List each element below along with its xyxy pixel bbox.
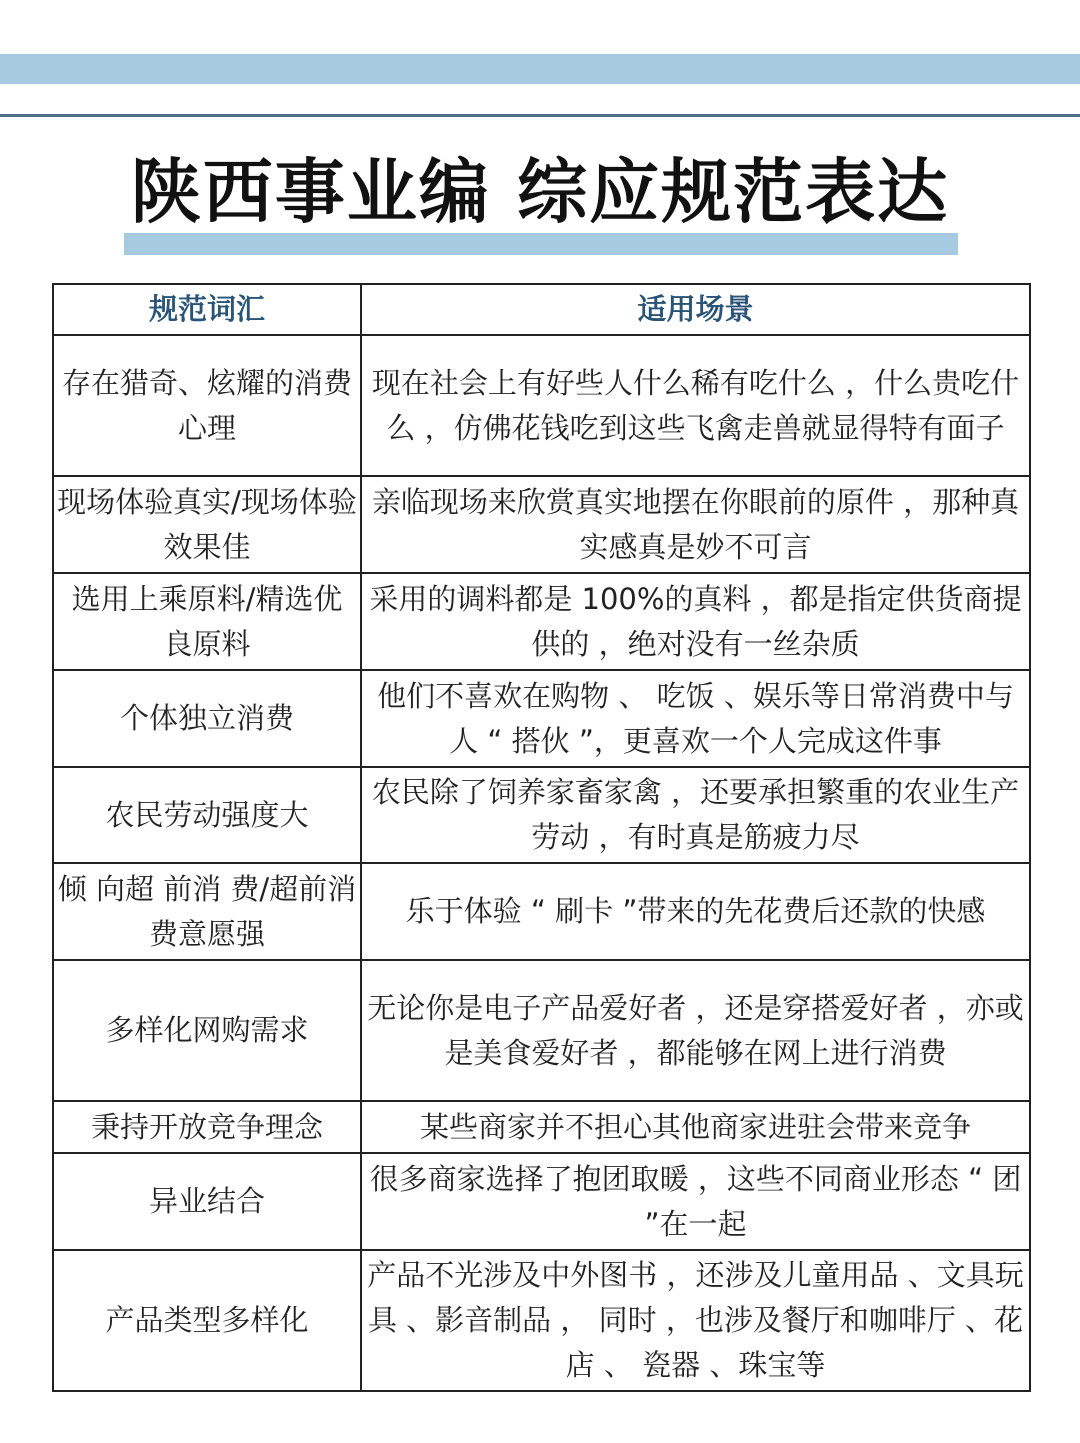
table-row — [53, 476, 1030, 573]
table-row — [53, 1153, 1030, 1250]
scene-cell: 很多商家选择了抱团取暖 ，这些不同商业形态 “ 团 ”在一起 — [361, 1153, 1030, 1250]
term-cell: 选用上乘原料/精选优 良原料 — [53, 573, 361, 670]
scene-cell: 产品不光涉及中外图书 ，还涉及儿童用品 、文具玩具 、影音制品 ， 同时 ，也涉及餐厅和咖啡厅 、花店 、 瓷器 、珠宝等 — [361, 1250, 1030, 1391]
term-cell: 多样化网购需求 — [53, 960, 361, 1101]
top-accent-band — [0, 54, 1080, 84]
header-term: 规范词汇 — [53, 284, 361, 335]
term-cell: 存在猎奇、炫耀的消费心理 — [53, 335, 361, 476]
scene-cell: 他们不喜欢在购物 、 吃饭 、娱乐等日常消费中与人 “ 搭伙 ”，更喜欢一个人完成这件事 — [361, 670, 1030, 767]
table-row — [53, 767, 1030, 863]
page-title: 陕西事业编 综应规范表达 — [130, 151, 950, 233]
table-row — [53, 1101, 1030, 1153]
scene-cell: 采用的调料都是 100%的真料 ，都是指定供货商提供的 ，绝对没有一丝杂质 — [361, 573, 1030, 670]
top-divider-line — [0, 114, 1080, 117]
table-row — [53, 670, 1030, 767]
scene-cell: 农民除了饲养家畜家禽 ，还要承担繁重的农业生产劳动 ，有时真是筋疲力尽 — [361, 767, 1030, 863]
term-cell: 农民劳动强度大 — [53, 767, 361, 863]
term-cell: 异业结合 — [53, 1153, 361, 1250]
table-row — [53, 335, 1030, 476]
table-row — [53, 573, 1030, 670]
scene-cell: 乐于体验 “ 刷卡 ”带来的先花费后还款的快感 — [361, 863, 1030, 960]
table-header-row — [53, 284, 1030, 335]
term-cell: 秉持开放竞争理念 — [53, 1101, 361, 1153]
header-scene: 适用场景 — [361, 284, 1030, 335]
table-row — [53, 960, 1030, 1101]
scene-cell: 亲临现场来欣赏真实地摆在你眼前的原件 ，那种真实感真是妙不可言 — [361, 476, 1030, 573]
scene-cell: 现在社会上有好些人什么稀有吃什么 ，什么贵吃什么 ，仿佛花钱吃到这些飞禽走兽就显得特有面子 — [361, 335, 1030, 476]
table-row — [53, 1250, 1030, 1391]
title-underline — [124, 233, 958, 255]
term-cell: 产品类型多样化 — [53, 1250, 361, 1391]
term-cell: 倾 向超 前消 费/超前消 费意愿强 — [53, 863, 361, 960]
scene-cell: 无论你是电子产品爱好者 ，还是穿搭爱好者 ，亦或是美食爱好者 ，都能够在网上进行消费 — [361, 960, 1030, 1101]
term-cell: 个体独立消费 — [53, 670, 361, 767]
scene-cell: 某些商家并不担心其他商家进驻会带来竞争 — [361, 1101, 1030, 1153]
expression-table — [52, 283, 1031, 1392]
term-cell: 现场体验真实/现场体验效果佳 — [53, 476, 361, 573]
table-row — [53, 863, 1030, 960]
